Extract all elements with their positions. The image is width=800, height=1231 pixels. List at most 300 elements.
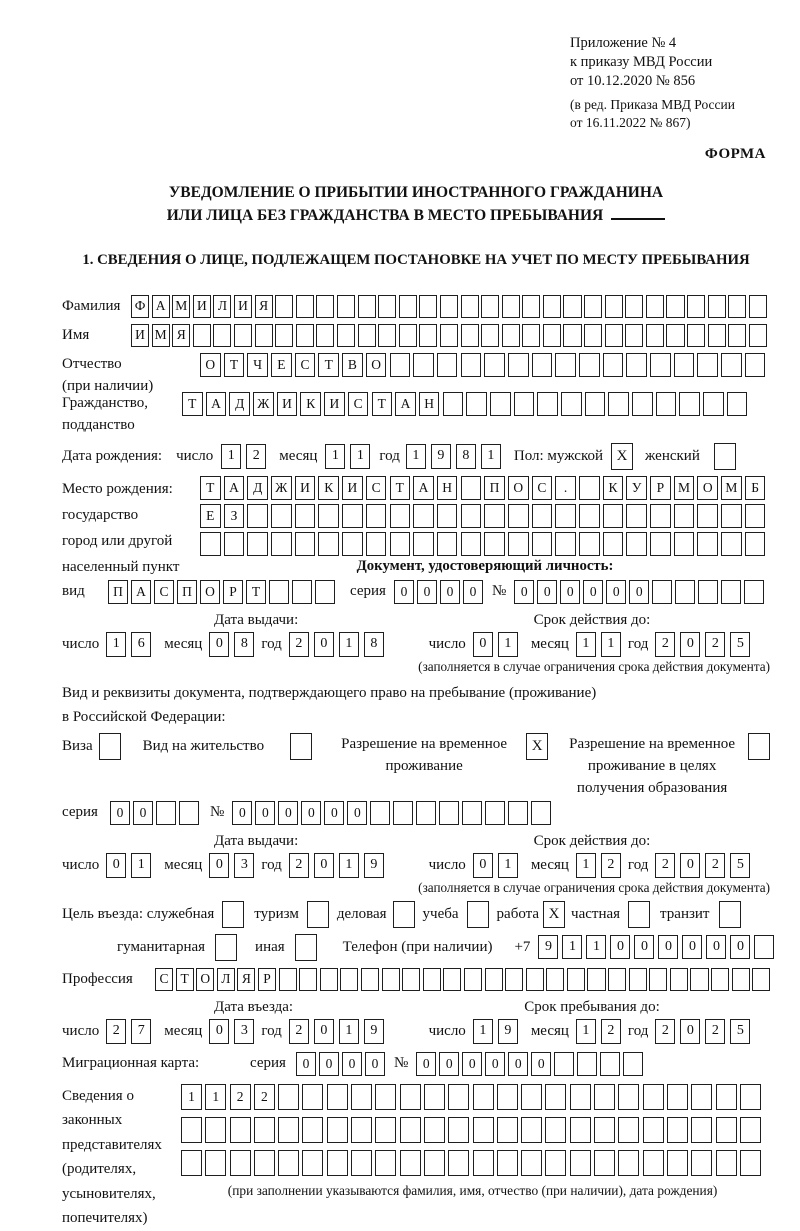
form-cell[interactable] xyxy=(716,1150,737,1176)
form-cell[interactable]: И xyxy=(324,392,345,416)
form-cell[interactable]: М xyxy=(674,476,695,500)
form-cell[interactable]: 2 xyxy=(601,1019,621,1044)
form-cell[interactable]: 2 xyxy=(655,1019,675,1044)
form-cell[interactable]: Ж xyxy=(271,476,292,500)
form-cell[interactable]: . xyxy=(555,476,576,500)
form-cell[interactable] xyxy=(213,324,231,347)
form-cell[interactable]: С xyxy=(532,476,553,500)
form-cell[interactable]: И xyxy=(131,324,149,347)
form-cell[interactable] xyxy=(505,968,523,991)
form-cell[interactable]: 3 xyxy=(234,1019,254,1044)
form-cell[interactable] xyxy=(697,504,718,528)
form-cell[interactable] xyxy=(278,1150,299,1176)
form-cell[interactable]: 8 xyxy=(234,632,254,657)
form-cell[interactable]: А xyxy=(206,392,227,416)
form-cell[interactable] xyxy=(721,504,742,528)
form-cell[interactable]: 0 xyxy=(706,935,726,959)
form-cell[interactable] xyxy=(675,580,695,604)
form-cell[interactable]: 1 xyxy=(601,632,621,657)
form-cell[interactable] xyxy=(714,443,736,470)
form-cell[interactable] xyxy=(570,1117,591,1143)
form-cell[interactable] xyxy=(490,392,511,416)
form-cell[interactable]: 0 xyxy=(634,935,654,959)
form-cell[interactable] xyxy=(400,1084,421,1110)
form-cell[interactable] xyxy=(464,968,482,991)
form-cell[interactable]: 3 xyxy=(234,853,254,878)
form-cell[interactable] xyxy=(448,1084,469,1110)
form-cell[interactable] xyxy=(545,1084,566,1110)
form-cell[interactable] xyxy=(555,353,576,377)
form-cell[interactable] xyxy=(461,504,482,528)
form-cell[interactable] xyxy=(674,353,695,377)
form-cell[interactable]: 0 xyxy=(278,801,298,825)
form-cell[interactable] xyxy=(393,901,415,928)
form-cell[interactable]: 5 xyxy=(730,632,750,657)
form-cell[interactable] xyxy=(691,1084,712,1110)
form-cell[interactable] xyxy=(200,532,221,556)
form-cell[interactable]: 0 xyxy=(463,580,483,604)
form-cell[interactable] xyxy=(302,1117,323,1143)
form-cell[interactable] xyxy=(608,392,629,416)
form-cell[interactable] xyxy=(462,801,482,825)
form-cell[interactable]: Я xyxy=(255,295,273,318)
form-cell[interactable] xyxy=(247,504,268,528)
form-cell[interactable]: Д xyxy=(229,392,250,416)
form-cell[interactable] xyxy=(745,353,766,377)
form-cell[interactable] xyxy=(481,324,499,347)
form-cell[interactable]: 0 xyxy=(319,1052,339,1076)
form-cell[interactable] xyxy=(181,1150,202,1176)
form-cell[interactable] xyxy=(255,324,273,347)
form-cell[interactable] xyxy=(521,1117,542,1143)
form-cell[interactable] xyxy=(375,1150,396,1176)
form-cell[interactable] xyxy=(351,1084,372,1110)
form-cell[interactable]: И xyxy=(342,476,363,500)
form-cell[interactable] xyxy=(594,1150,615,1176)
form-cell[interactable] xyxy=(577,1052,597,1076)
form-cell[interactable]: 7 xyxy=(131,1019,151,1044)
form-cell[interactable] xyxy=(437,504,458,528)
form-cell[interactable] xyxy=(666,324,684,347)
form-cell[interactable] xyxy=(443,968,461,991)
form-cell[interactable]: 0 xyxy=(347,801,367,825)
form-cell[interactable] xyxy=(721,353,742,377)
form-cell[interactable]: П xyxy=(484,476,505,500)
form-cell[interactable]: 0 xyxy=(730,935,750,959)
form-cell[interactable] xyxy=(278,1084,299,1110)
form-cell[interactable] xyxy=(579,504,600,528)
form-cell[interactable]: 0 xyxy=(583,580,603,604)
form-cell[interactable]: 9 xyxy=(498,1019,518,1044)
form-cell[interactable]: 0 xyxy=(473,632,493,657)
form-cell[interactable]: 0 xyxy=(365,1052,385,1076)
form-cell[interactable]: Т xyxy=(176,968,194,991)
form-cell[interactable] xyxy=(667,1084,688,1110)
form-cell[interactable] xyxy=(193,324,211,347)
form-cell[interactable] xyxy=(721,532,742,556)
form-cell[interactable]: З xyxy=(224,504,245,528)
form-cell[interactable] xyxy=(543,295,561,318)
form-cell[interactable] xyxy=(623,1052,643,1076)
form-cell[interactable] xyxy=(484,504,505,528)
form-cell[interactable]: В xyxy=(342,353,363,377)
form-cell[interactable] xyxy=(603,353,624,377)
form-cell[interactable] xyxy=(399,324,417,347)
form-cell[interactable] xyxy=(508,801,528,825)
form-cell[interactable]: Р xyxy=(650,476,671,500)
form-cell[interactable]: 0 xyxy=(531,1052,551,1076)
form-cell[interactable]: А xyxy=(224,476,245,500)
form-cell[interactable] xyxy=(375,1084,396,1110)
form-cell[interactable] xyxy=(687,295,705,318)
form-cell[interactable] xyxy=(646,324,664,347)
form-cell[interactable]: П xyxy=(177,580,197,604)
form-cell[interactable] xyxy=(719,901,741,928)
form-cell[interactable] xyxy=(382,968,400,991)
form-cell[interactable]: 0 xyxy=(324,801,344,825)
form-cell[interactable] xyxy=(99,733,121,760)
form-cell[interactable]: X xyxy=(526,733,548,760)
form-cell[interactable] xyxy=(275,295,293,318)
form-cell[interactable]: 0 xyxy=(296,1052,316,1076)
form-cell[interactable]: 0 xyxy=(680,1019,700,1044)
form-cell[interactable] xyxy=(378,295,396,318)
form-cell[interactable] xyxy=(424,1084,445,1110)
form-cell[interactable]: 0 xyxy=(417,580,437,604)
form-cell[interactable] xyxy=(443,392,464,416)
form-cell[interactable]: Е xyxy=(200,504,221,528)
form-cell[interactable]: Т xyxy=(372,392,393,416)
form-cell[interactable] xyxy=(419,324,437,347)
form-cell[interactable] xyxy=(461,324,479,347)
form-cell[interactable] xyxy=(532,504,553,528)
form-cell[interactable] xyxy=(416,801,436,825)
form-cell[interactable] xyxy=(296,324,314,347)
form-cell[interactable] xyxy=(327,1117,348,1143)
form-cell[interactable] xyxy=(497,1150,518,1176)
form-cell[interactable] xyxy=(448,1150,469,1176)
form-cell[interactable] xyxy=(508,353,529,377)
form-cell[interactable]: О xyxy=(366,353,387,377)
form-cell[interactable]: О xyxy=(697,476,718,500)
form-cell[interactable] xyxy=(320,968,338,991)
form-cell[interactable] xyxy=(461,476,482,500)
form-cell[interactable]: Т xyxy=(246,580,266,604)
form-cell[interactable]: 1 xyxy=(576,853,596,878)
form-cell[interactable]: 2 xyxy=(705,1019,725,1044)
form-cell[interactable] xyxy=(561,392,582,416)
form-cell[interactable] xyxy=(181,1117,202,1143)
form-cell[interactable] xyxy=(502,295,520,318)
form-cell[interactable]: 1 xyxy=(339,632,359,657)
form-cell[interactable] xyxy=(674,532,695,556)
form-cell[interactable] xyxy=(361,968,379,991)
form-cell[interactable] xyxy=(271,532,292,556)
form-cell[interactable]: 0 xyxy=(301,801,321,825)
form-cell[interactable] xyxy=(224,532,245,556)
form-cell[interactable]: Ж xyxy=(253,392,274,416)
form-cell[interactable] xyxy=(366,504,387,528)
form-cell[interactable]: 1 xyxy=(181,1084,202,1110)
form-cell[interactable]: О xyxy=(200,580,220,604)
form-cell[interactable]: X xyxy=(543,901,565,928)
form-cell[interactable] xyxy=(481,295,499,318)
form-cell[interactable]: 6 xyxy=(131,632,151,657)
form-cell[interactable] xyxy=(205,1117,226,1143)
form-cell[interactable] xyxy=(413,353,434,377)
form-cell[interactable]: Я xyxy=(237,968,255,991)
form-cell[interactable] xyxy=(423,968,441,991)
form-cell[interactable] xyxy=(656,392,677,416)
form-cell[interactable] xyxy=(728,324,746,347)
form-cell[interactable]: 0 xyxy=(209,632,229,657)
form-cell[interactable] xyxy=(461,532,482,556)
form-cell[interactable]: Ч xyxy=(247,353,268,377)
form-cell[interactable]: П xyxy=(108,580,128,604)
form-cell[interactable] xyxy=(545,1150,566,1176)
form-cell[interactable] xyxy=(424,1150,445,1176)
form-cell[interactable] xyxy=(316,324,334,347)
form-cell[interactable] xyxy=(299,968,317,991)
form-cell[interactable] xyxy=(632,392,653,416)
form-cell[interactable] xyxy=(399,295,417,318)
form-cell[interactable] xyxy=(269,580,289,604)
form-cell[interactable] xyxy=(370,801,390,825)
form-cell[interactable] xyxy=(358,295,376,318)
form-cell[interactable]: 0 xyxy=(439,1052,459,1076)
form-cell[interactable]: 1 xyxy=(131,853,151,878)
form-cell[interactable] xyxy=(754,935,774,959)
form-cell[interactable]: 0 xyxy=(537,580,557,604)
form-cell[interactable]: 0 xyxy=(255,801,275,825)
form-cell[interactable] xyxy=(295,934,317,961)
form-cell[interactable] xyxy=(740,1117,761,1143)
form-cell[interactable] xyxy=(532,353,553,377)
form-cell[interactable] xyxy=(230,1150,251,1176)
form-cell[interactable]: И xyxy=(277,392,298,416)
form-cell[interactable] xyxy=(745,532,766,556)
form-cell[interactable] xyxy=(579,532,600,556)
form-cell[interactable] xyxy=(585,392,606,416)
form-cell[interactable]: 1 xyxy=(205,1084,226,1110)
form-cell[interactable] xyxy=(650,504,671,528)
form-cell[interactable] xyxy=(440,324,458,347)
form-cell[interactable] xyxy=(594,1117,615,1143)
form-cell[interactable] xyxy=(543,324,561,347)
form-cell[interactable] xyxy=(473,1084,494,1110)
form-cell[interactable] xyxy=(643,1150,664,1176)
form-cell[interactable] xyxy=(649,968,667,991)
form-cell[interactable] xyxy=(570,1084,591,1110)
form-cell[interactable] xyxy=(402,968,420,991)
form-cell[interactable] xyxy=(674,504,695,528)
form-cell[interactable] xyxy=(234,324,252,347)
form-cell[interactable]: 1 xyxy=(562,935,582,959)
form-cell[interactable]: Е xyxy=(271,353,292,377)
form-cell[interactable] xyxy=(605,324,623,347)
form-cell[interactable] xyxy=(546,968,564,991)
form-cell[interactable]: 9 xyxy=(364,853,384,878)
form-cell[interactable] xyxy=(626,504,647,528)
form-cell[interactable]: К xyxy=(300,392,321,416)
form-cell[interactable] xyxy=(390,532,411,556)
form-cell[interactable] xyxy=(437,532,458,556)
form-cell[interactable] xyxy=(466,392,487,416)
form-cell[interactable] xyxy=(327,1150,348,1176)
form-cell[interactable]: 8 xyxy=(364,632,384,657)
form-cell[interactable] xyxy=(532,532,553,556)
form-cell[interactable]: 1 xyxy=(106,632,126,657)
form-cell[interactable] xyxy=(554,1052,574,1076)
form-cell[interactable]: Л xyxy=(213,295,231,318)
form-cell[interactable]: М xyxy=(172,295,190,318)
form-cell[interactable] xyxy=(508,532,529,556)
form-cell[interactable] xyxy=(439,801,459,825)
form-cell[interactable] xyxy=(502,324,520,347)
form-cell[interactable] xyxy=(413,532,434,556)
form-cell[interactable] xyxy=(650,532,671,556)
form-cell[interactable] xyxy=(342,504,363,528)
form-cell[interactable] xyxy=(603,504,624,528)
form-cell[interactable]: А xyxy=(395,392,416,416)
form-cell[interactable] xyxy=(594,1084,615,1110)
form-cell[interactable]: Ф xyxy=(131,295,149,318)
form-cell[interactable] xyxy=(522,324,540,347)
form-cell[interactable]: С xyxy=(348,392,369,416)
form-cell[interactable]: 0 xyxy=(610,935,630,959)
form-cell[interactable] xyxy=(618,1150,639,1176)
form-cell[interactable]: Я xyxy=(172,324,190,347)
form-cell[interactable] xyxy=(205,1150,226,1176)
form-cell[interactable]: 1 xyxy=(339,1019,359,1044)
form-cell[interactable] xyxy=(290,733,312,760)
form-cell[interactable]: 0 xyxy=(209,1019,229,1044)
form-cell[interactable]: 0 xyxy=(314,632,334,657)
form-cell[interactable]: 5 xyxy=(730,1019,750,1044)
form-cell[interactable] xyxy=(302,1084,323,1110)
form-cell[interactable]: 1 xyxy=(576,632,596,657)
form-cell[interactable]: 2 xyxy=(655,632,675,657)
form-cell[interactable]: 0 xyxy=(462,1052,482,1076)
form-cell[interactable]: 9 xyxy=(431,444,451,469)
form-cell[interactable]: 9 xyxy=(364,1019,384,1044)
form-cell[interactable] xyxy=(697,532,718,556)
form-cell[interactable] xyxy=(537,392,558,416)
form-cell[interactable] xyxy=(579,476,600,500)
form-cell[interactable] xyxy=(618,1117,639,1143)
form-cell[interactable] xyxy=(497,1117,518,1143)
form-cell[interactable]: 2 xyxy=(230,1084,251,1110)
form-cell[interactable] xyxy=(749,295,767,318)
form-cell[interactable] xyxy=(570,1150,591,1176)
form-cell[interactable] xyxy=(254,1117,275,1143)
form-cell[interactable] xyxy=(461,295,479,318)
form-cell[interactable]: 2 xyxy=(254,1084,275,1110)
form-cell[interactable]: Т xyxy=(390,476,411,500)
form-cell[interactable]: 2 xyxy=(655,853,675,878)
form-cell[interactable] xyxy=(579,353,600,377)
form-cell[interactable] xyxy=(555,504,576,528)
form-cell[interactable]: 1 xyxy=(586,935,606,959)
form-cell[interactable]: 2 xyxy=(289,1019,309,1044)
form-cell[interactable]: 0 xyxy=(485,1052,505,1076)
form-cell[interactable]: А xyxy=(152,295,170,318)
form-cell[interactable] xyxy=(156,801,176,825)
form-cell[interactable]: 2 xyxy=(705,632,725,657)
form-cell[interactable]: Н xyxy=(419,392,440,416)
form-cell[interactable]: О xyxy=(196,968,214,991)
form-cell[interactable] xyxy=(222,901,244,928)
form-cell[interactable] xyxy=(555,532,576,556)
form-cell[interactable] xyxy=(691,1150,712,1176)
form-cell[interactable] xyxy=(600,1052,620,1076)
form-cell[interactable] xyxy=(703,392,724,416)
form-cell[interactable]: О xyxy=(508,476,529,500)
form-cell[interactable] xyxy=(316,295,334,318)
form-cell[interactable] xyxy=(521,1084,542,1110)
form-cell[interactable] xyxy=(752,968,770,991)
form-cell[interactable]: 0 xyxy=(680,853,700,878)
form-cell[interactable]: 0 xyxy=(629,580,649,604)
form-cell[interactable] xyxy=(708,324,726,347)
form-cell[interactable] xyxy=(721,580,741,604)
form-cell[interactable]: 0 xyxy=(440,580,460,604)
form-cell[interactable] xyxy=(485,968,503,991)
form-cell[interactable]: 1 xyxy=(406,444,426,469)
form-cell[interactable] xyxy=(179,801,199,825)
form-cell[interactable]: 2 xyxy=(289,853,309,878)
form-cell[interactable] xyxy=(666,295,684,318)
form-cell[interactable] xyxy=(727,392,748,416)
form-cell[interactable]: 2 xyxy=(106,1019,126,1044)
form-cell[interactable]: 0 xyxy=(508,1052,528,1076)
form-cell[interactable]: 1 xyxy=(221,444,241,469)
form-cell[interactable]: 0 xyxy=(606,580,626,604)
form-cell[interactable] xyxy=(366,532,387,556)
form-cell[interactable] xyxy=(618,1084,639,1110)
form-cell[interactable]: О xyxy=(200,353,221,377)
form-cell[interactable] xyxy=(563,324,581,347)
form-cell[interactable]: 1 xyxy=(498,632,518,657)
form-cell[interactable]: 0 xyxy=(682,935,702,959)
form-cell[interactable]: Н xyxy=(437,476,458,500)
form-cell[interactable] xyxy=(744,580,764,604)
form-cell[interactable] xyxy=(318,532,339,556)
form-cell[interactable] xyxy=(716,1084,737,1110)
form-cell[interactable] xyxy=(629,968,647,991)
form-cell[interactable] xyxy=(732,968,750,991)
form-cell[interactable] xyxy=(531,801,551,825)
form-cell[interactable] xyxy=(514,392,535,416)
form-cell[interactable]: 0 xyxy=(342,1052,362,1076)
form-cell[interactable] xyxy=(375,1117,396,1143)
form-cell[interactable] xyxy=(667,1117,688,1143)
form-cell[interactable]: Т xyxy=(200,476,221,500)
form-cell[interactable] xyxy=(508,504,529,528)
form-cell[interactable] xyxy=(390,353,411,377)
form-cell[interactable] xyxy=(749,324,767,347)
form-cell[interactable]: С xyxy=(154,580,174,604)
form-cell[interactable] xyxy=(230,1117,251,1143)
form-cell[interactable] xyxy=(271,504,292,528)
form-cell[interactable] xyxy=(473,1117,494,1143)
form-cell[interactable] xyxy=(351,1150,372,1176)
form-cell[interactable]: Л xyxy=(217,968,235,991)
form-cell[interactable] xyxy=(563,295,581,318)
form-cell[interactable] xyxy=(748,733,770,760)
form-cell[interactable]: У xyxy=(626,476,647,500)
form-cell[interactable] xyxy=(295,504,316,528)
